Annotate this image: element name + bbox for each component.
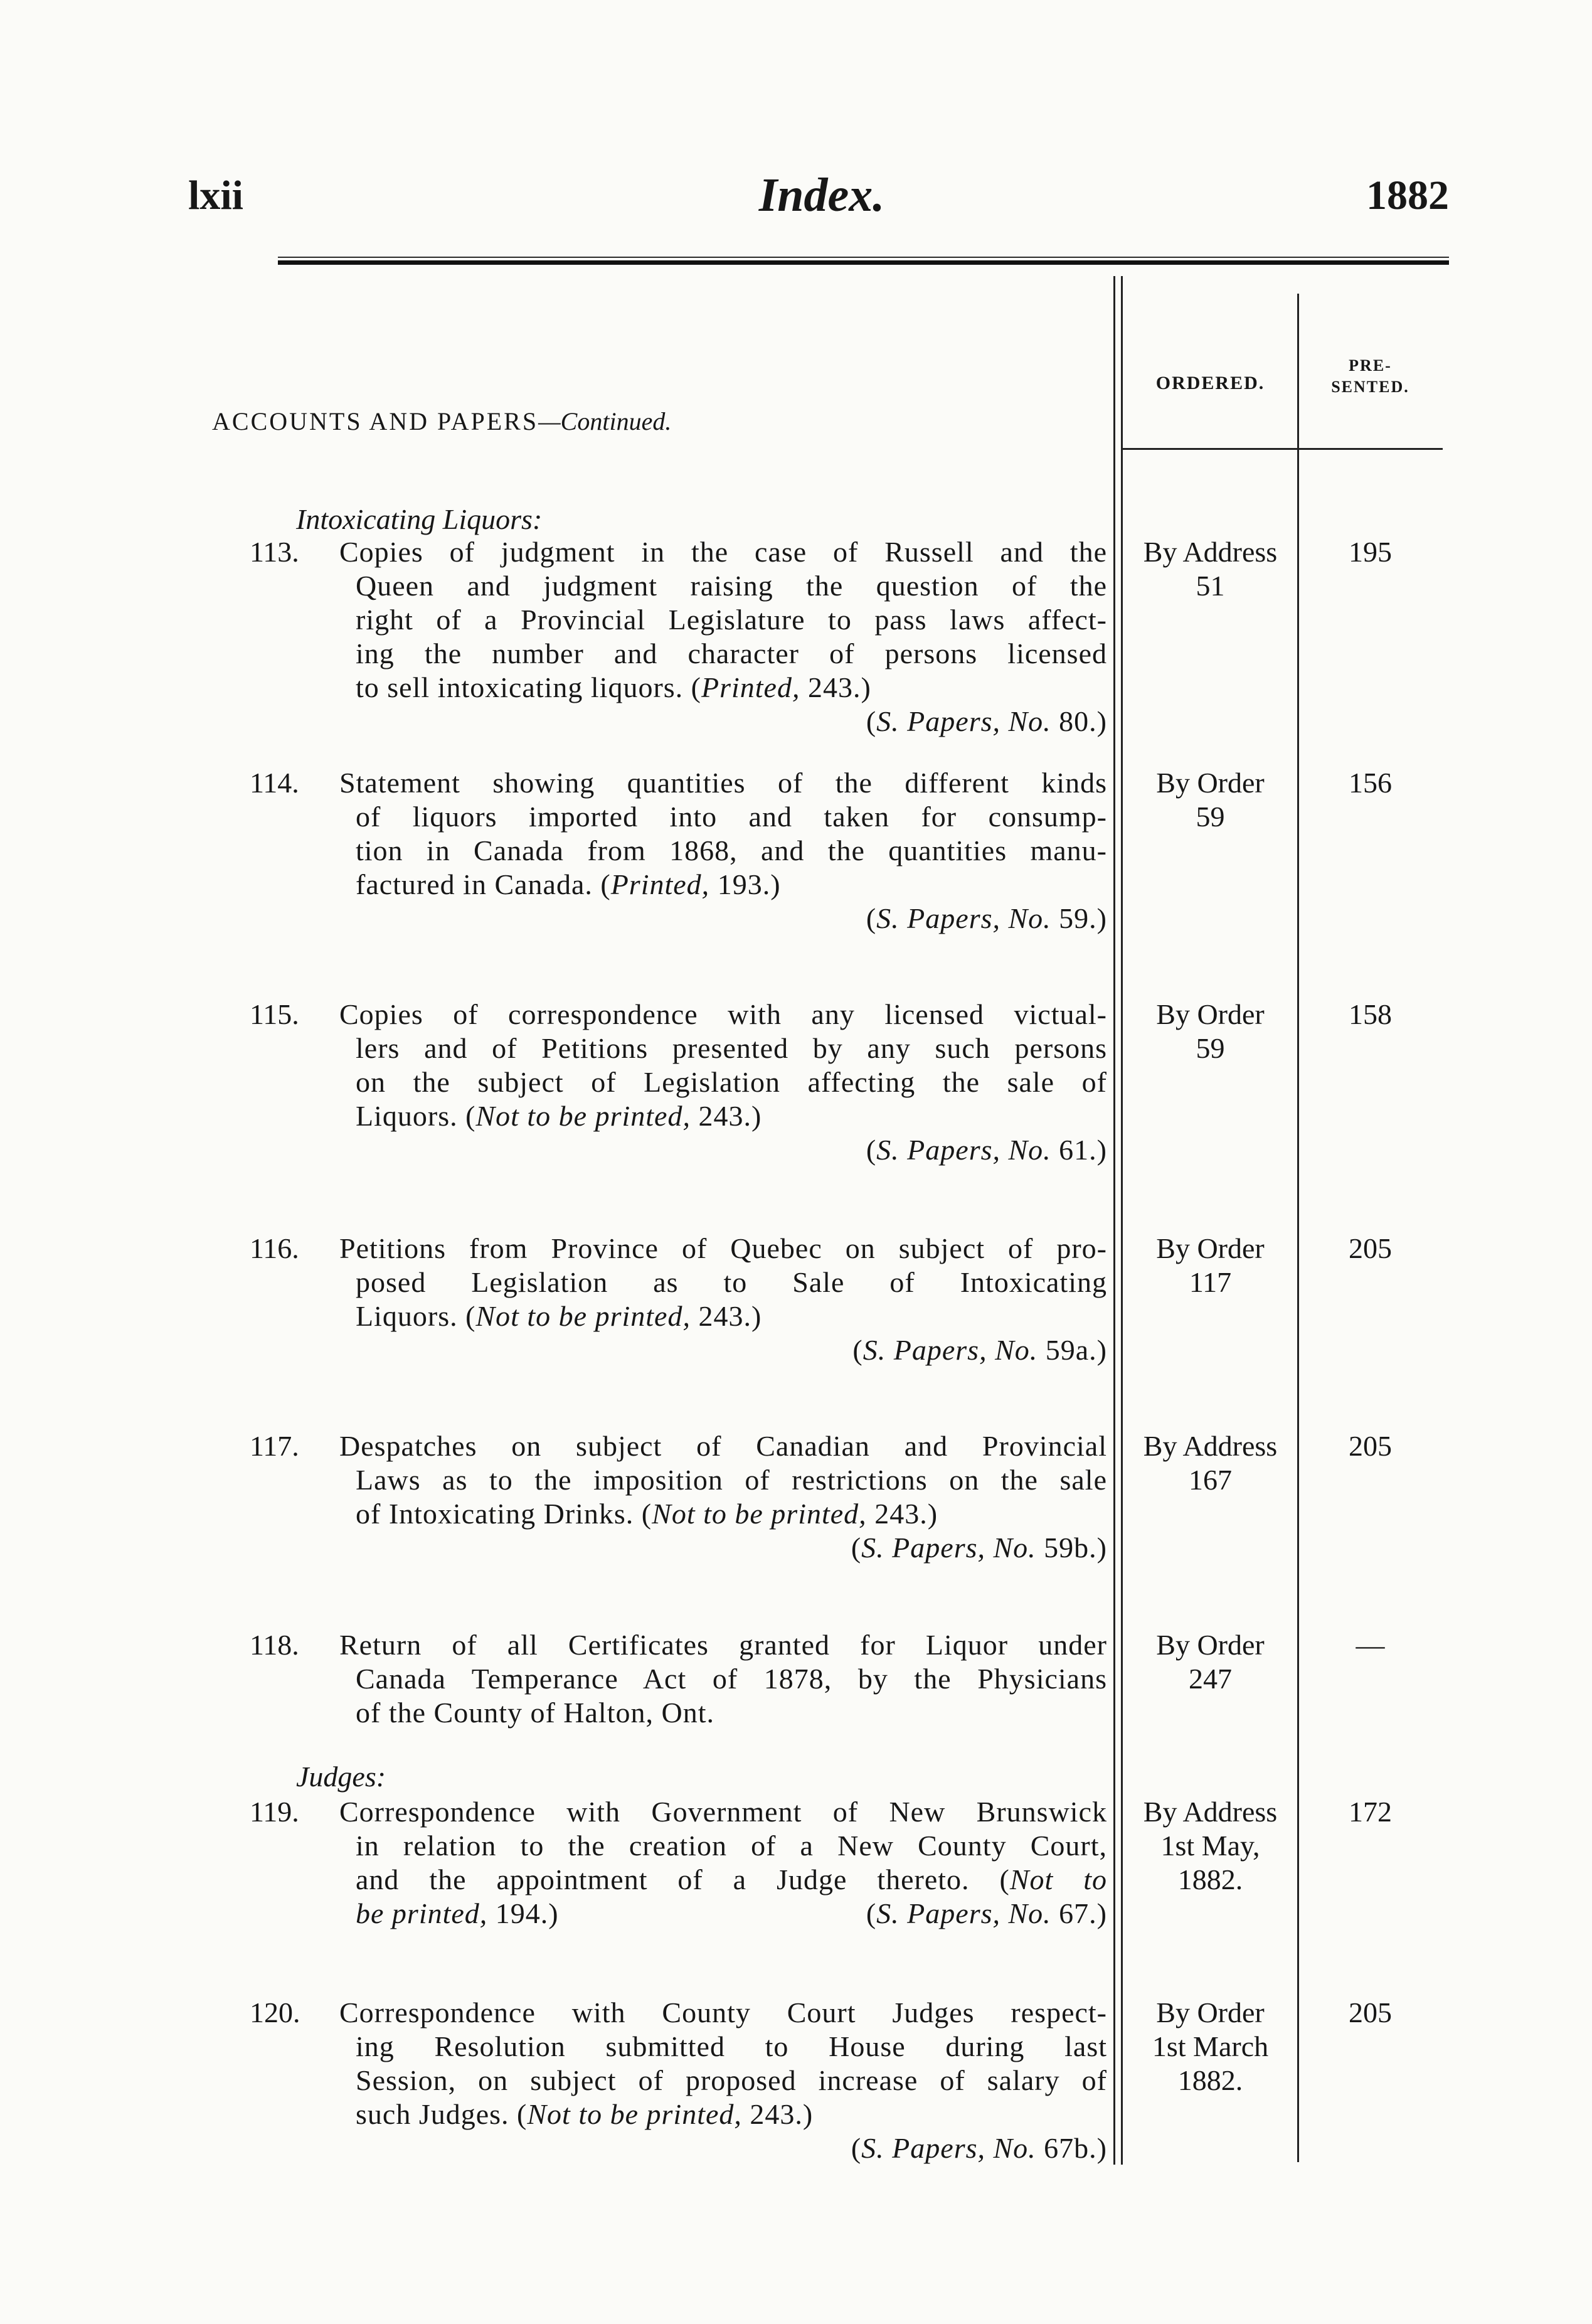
- ordered-line: By Order: [1156, 767, 1265, 799]
- section-heading-main: ACCOUNTS AND PAPERS: [212, 407, 539, 435]
- roman-text: 243.): [741, 2098, 814, 2130]
- roman-text: Correspondence with County Court Judges respect-: [339, 1996, 1107, 2028]
- presented-cell: 158: [1349, 998, 1392, 1030]
- entry-line: [339, 1628, 1107, 1662]
- roman-text: (: [866, 902, 877, 934]
- entry-line: [339, 1463, 1107, 1497]
- entry-line: [339, 2030, 1107, 2064]
- italic-text: Not to be printed,: [527, 2098, 742, 2130]
- roman-text: ing Resolution submitted to House during last: [356, 2030, 1107, 2062]
- entry-number: 116.: [250, 1232, 299, 1264]
- roman-text: (: [851, 1532, 862, 1564]
- roman-text: Laws as to the imposition of restrictions on the sale: [356, 1464, 1107, 1496]
- italic-text: S. Papers, No.: [861, 2132, 1036, 2164]
- italic-text: S. Papers, No.: [876, 902, 1051, 934]
- italic-text: S. Papers, No.: [861, 1532, 1036, 1564]
- roman-text: Session, on subject of proposed increase of salary of: [356, 2064, 1107, 2096]
- header-rule-thick: [278, 260, 1449, 265]
- entry-line: [339, 1863, 1107, 1897]
- entry-line: [339, 1795, 1107, 1829]
- roman-text: Canada Temperance Act of 1878, by the Physicians: [356, 1663, 1107, 1695]
- roman-text: Liquors. (: [356, 1300, 476, 1332]
- entry-number: 117.: [250, 1430, 299, 1462]
- entry-text: [339, 998, 1107, 1167]
- roman-text: and the appointment of a Judge thereto. (: [356, 1863, 1010, 1895]
- roman-text: 61.): [1051, 1134, 1107, 1166]
- presented-cell: 156: [1349, 767, 1392, 799]
- ordered-line: 1882.: [1177, 1863, 1243, 1895]
- entry-line: [339, 1497, 1107, 1531]
- ordered-line: By Order: [1156, 1232, 1265, 1264]
- italic-text: S. Papers, No.: [876, 1134, 1051, 1166]
- roman-text: 80.): [1051, 705, 1107, 737]
- entry-text: [339, 766, 1107, 935]
- roman-text: 193.): [709, 868, 781, 900]
- italic-text: Not to: [1009, 1863, 1108, 1895]
- roman-text: 59.): [1051, 902, 1107, 934]
- column-header-presented: [1298, 355, 1443, 398]
- italic-text: S. Papers, No.: [862, 1334, 1038, 1366]
- entry-line: [339, 671, 1107, 705]
- running-title: Index.: [758, 169, 885, 221]
- section-heading-continued: —Continued.: [538, 407, 672, 435]
- paper-reference: [866, 1897, 1107, 1931]
- entry-line: [339, 535, 1107, 569]
- entry-text: [339, 1996, 1107, 2165]
- presented-cell: —: [1356, 1629, 1385, 1661]
- header-rule-thin: [278, 257, 1449, 258]
- presented-cell: 205: [1349, 1430, 1392, 1462]
- roman-text: Queen and judgment raising the question of the: [356, 570, 1107, 602]
- entry-number: 115.: [250, 998, 299, 1030]
- column-divider-left-a: [1113, 276, 1115, 2165]
- entry-line: [339, 1266, 1107, 1299]
- ordered-line: 59: [1196, 801, 1225, 833]
- ordered-cell: [1123, 1429, 1298, 1497]
- roman-text: 67.): [1051, 1897, 1107, 1929]
- roman-text: such Judges. (: [356, 2098, 528, 2130]
- roman-text: (: [852, 1334, 863, 1366]
- ordered-line: 59: [1196, 1032, 1225, 1064]
- roman-text: (: [866, 1134, 877, 1166]
- ordered-cell: [1123, 1795, 1298, 1897]
- entry-line: [339, 834, 1107, 868]
- subject-heading: Judges:: [296, 1761, 386, 1793]
- roman-text: 243.): [866, 1498, 938, 1530]
- entry-number: 113.: [250, 536, 299, 568]
- roman-text: Statement showing quantities of the different kinds: [339, 767, 1107, 799]
- italic-text: Not to be printed,: [652, 1498, 867, 1530]
- roman-text: 243.): [800, 671, 871, 703]
- roman-text: to sell intoxicating liquors. (: [356, 671, 701, 703]
- entry-line: [339, 1696, 1107, 1730]
- entry-line: [339, 868, 1107, 902]
- roman-text: 67b.): [1036, 2132, 1107, 2164]
- subject-heading: Intoxicating Liquors:: [296, 503, 543, 535]
- presented-cell: 195: [1349, 536, 1392, 568]
- column-header-ordered: ORDERED.: [1155, 373, 1265, 393]
- paper-reference: [339, 2131, 1107, 2165]
- ordered-line: By Order: [1156, 998, 1265, 1030]
- roman-text: posed Legislation as to Sale of Intoxicating: [356, 1266, 1107, 1298]
- roman-text: factured in Canada. (: [356, 868, 611, 900]
- ordered-line: By Address: [1143, 1796, 1278, 1828]
- running-year: 1882: [1366, 173, 1449, 218]
- roman-text: of Intoxicating Drinks. (: [356, 1498, 652, 1530]
- ordered-cell: [1123, 1996, 1298, 2097]
- entry-line: [339, 1099, 1107, 1133]
- roman-text: (: [866, 705, 877, 737]
- roman-text: on the subject of Legislation affecting the sale of: [356, 1066, 1107, 1098]
- italic-text: Not to be printed,: [475, 1300, 691, 1332]
- italic-text: S. Papers, No.: [876, 1897, 1051, 1929]
- ordered-line: By Order: [1156, 1996, 1265, 2028]
- section-heading: [212, 407, 671, 437]
- entry-line: [339, 1897, 1107, 1931]
- ordered-cell: [1123, 1232, 1298, 1299]
- entry-text: [339, 1628, 1107, 1730]
- entry-line: [339, 569, 1107, 603]
- paper-reference: [339, 1531, 1107, 1565]
- entry-line: [339, 603, 1107, 637]
- entry-number: 118.: [250, 1629, 299, 1661]
- italic-text: Printed,: [701, 671, 800, 703]
- ordered-line: 1882.: [1177, 2064, 1243, 2096]
- entry-line: [339, 1299, 1107, 1333]
- entry-number: 119.: [250, 1796, 299, 1828]
- roman-text: 59b.): [1036, 1532, 1107, 1564]
- entry-line-left: [356, 1897, 559, 1931]
- entry-text: [339, 1795, 1107, 1931]
- ordered-line: 1st May,: [1160, 1830, 1260, 1862]
- paper-reference: [339, 902, 1107, 935]
- roman-text: 59a.): [1037, 1334, 1107, 1366]
- paper-reference: [339, 705, 1107, 738]
- roman-text: 194.): [487, 1897, 559, 1929]
- page-number: lxii: [188, 173, 244, 218]
- column-header-presented-line-1: PRE-: [1349, 356, 1392, 375]
- ordered-line: 117: [1189, 1266, 1232, 1298]
- entry-line: [339, 1031, 1107, 1065]
- roman-text: 243.): [690, 1100, 762, 1132]
- italic-text: S. Papers, No.: [876, 705, 1051, 737]
- entry-line: [339, 2064, 1107, 2097]
- roman-text: Liquors. (: [356, 1100, 476, 1132]
- entry-text: [339, 1232, 1107, 1367]
- roman-text: Copies of judgment in the case of Russell and the: [339, 536, 1107, 568]
- entry-number: 114.: [250, 767, 299, 799]
- entry-line: [339, 1232, 1107, 1266]
- presented-cell: 205: [1349, 1232, 1392, 1264]
- roman-text: Petitions from Province of Quebec on subject of pro-: [339, 1232, 1107, 1264]
- ordered-cell: [1123, 1628, 1298, 1696]
- ordered-line: 1st March: [1152, 2030, 1269, 2062]
- roman-text: Return of all Certificates granted for Liquor under: [339, 1629, 1107, 1661]
- roman-text: of liquors imported into and taken for consump-: [356, 801, 1107, 833]
- italic-text: Not to be printed,: [475, 1100, 691, 1132]
- ordered-cell: [1123, 535, 1298, 603]
- roman-text: ing the number and character of persons licensed: [356, 637, 1107, 669]
- roman-text: (: [851, 2132, 862, 2164]
- roman-text: lers and of Petitions presented by any such persons: [356, 1032, 1107, 1064]
- roman-text: (: [866, 1897, 877, 1929]
- ordered-line: 247: [1189, 1663, 1232, 1695]
- entry-line: [339, 800, 1107, 834]
- roman-text: 243.): [690, 1300, 762, 1332]
- ordered-cell: [1123, 998, 1298, 1065]
- column-header-presented-line-2: SENTED.: [1331, 378, 1409, 396]
- entry-line: [339, 1996, 1107, 2030]
- ordered-line: By Order: [1156, 1629, 1265, 1661]
- roman-text: in relation to the creation of a New County Court,: [356, 1830, 1107, 1862]
- ordered-line: 51: [1196, 570, 1225, 602]
- ordered-line: By Address: [1143, 1430, 1278, 1462]
- italic-text: be printed,: [356, 1897, 488, 1929]
- ordered-line: By Address: [1143, 536, 1278, 568]
- ordered-line: 167: [1189, 1464, 1232, 1496]
- roman-text: right of a Provincial Legislature to pass laws affect-: [356, 604, 1107, 636]
- entry-line: [339, 1662, 1107, 1696]
- paper-reference: [339, 1333, 1107, 1367]
- entry-line: [339, 1829, 1107, 1863]
- entry-line: [339, 1429, 1107, 1463]
- italic-text: Printed,: [610, 868, 710, 900]
- entry-number: 120.: [250, 1996, 300, 2028]
- roman-text: of the County of Halton, Ont.: [356, 1697, 714, 1729]
- roman-text: tion in Canada from 1868, and the quantities manu-: [356, 834, 1107, 866]
- roman-text: Despatches on subject of Canadian and Provincial: [339, 1430, 1107, 1462]
- presented-cell: 205: [1349, 1996, 1392, 2028]
- roman-text: Correspondence with Government of New Brunswick: [339, 1796, 1107, 1828]
- ordered-cell: [1123, 766, 1298, 834]
- entry-line: [339, 1065, 1107, 1099]
- roman-text: Copies of correspondence with any licensed victual-: [339, 998, 1107, 1030]
- presented-cell: 172: [1349, 1796, 1392, 1828]
- column-header-rule: [1123, 448, 1443, 450]
- entry-line: [339, 998, 1107, 1031]
- entry-text: [339, 535, 1107, 738]
- entry-line: [339, 637, 1107, 671]
- entry-line: [339, 2097, 1107, 2131]
- entry-text: [339, 1429, 1107, 1565]
- paper-reference: [339, 1133, 1107, 1167]
- entry-line: [339, 766, 1107, 800]
